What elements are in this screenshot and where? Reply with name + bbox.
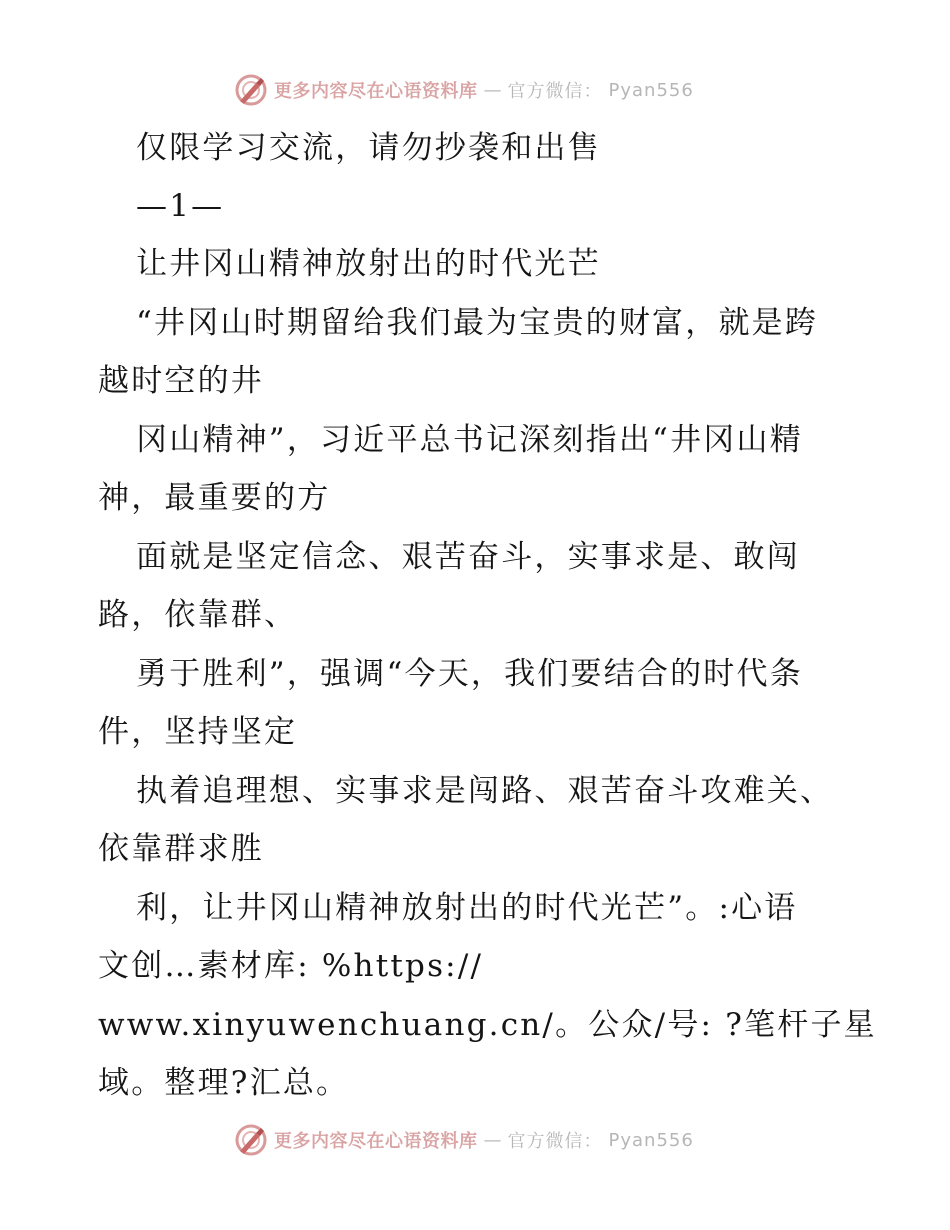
watermark-banner-top xyxy=(234,72,694,108)
text-line: 冈山精神”，习近平总书记深刻指出“井冈山精 xyxy=(136,422,803,458)
text-line: 路，依靠群、 xyxy=(98,597,298,633)
text-line: “井冈山时期留给我们最为宝贵的财富，就是跨 xyxy=(136,305,819,341)
watermark-brand: 更多内容尽在心语资料库 xyxy=(274,81,478,102)
text-line: 件，坚持坚定 xyxy=(98,714,298,750)
text-line: 执着追理想、实事求是闯路、艰苦奋斗攻难关、 xyxy=(136,773,834,809)
watermark-separator: — xyxy=(483,79,502,101)
text-line: 域。整理?汇总。 xyxy=(98,1065,350,1101)
watermark-brand: 更多内容尽在心语资料库 xyxy=(274,1131,478,1152)
text-line: www.xinyuwenchuang.cn/。公众/号: ?笔杆子星 xyxy=(98,1007,877,1043)
watermark-separator: — xyxy=(483,1129,502,1151)
article-title: 让井冈山精神放射出的时代光芒 xyxy=(136,246,601,282)
watermark-wechat-label: 官方微信： xyxy=(507,81,603,102)
text-line: 文创…素材库: %https:// xyxy=(98,948,484,984)
watermark-wechat-label: 官方微信： xyxy=(507,1131,603,1152)
page-number: —1— xyxy=(136,188,225,224)
pen-logo-icon xyxy=(234,73,268,107)
watermark-wechat-id: Pyan556 xyxy=(608,79,694,101)
text-line: 越时空的井 xyxy=(98,363,264,399)
text-line: 利，让井冈山精神放射出的时代光芒”。:心语 xyxy=(136,890,798,926)
text-line: 面就是坚定信念、艰苦奋斗，实事求是、敢闯 xyxy=(136,539,800,575)
watermark-wechat-id: Pyan556 xyxy=(608,1129,694,1151)
pen-logo-icon xyxy=(234,1123,268,1157)
text-line: 依靠群求胜 xyxy=(98,831,264,867)
text-line: 仅限学习交流，请勿抄袭和出售 xyxy=(136,130,601,166)
text-line: 勇于胜利”，强调“今天，我们要结合的时代条 xyxy=(136,656,803,692)
watermark-banner-bottom xyxy=(234,1122,694,1158)
text-line: 神，最重要的方 xyxy=(98,480,331,516)
